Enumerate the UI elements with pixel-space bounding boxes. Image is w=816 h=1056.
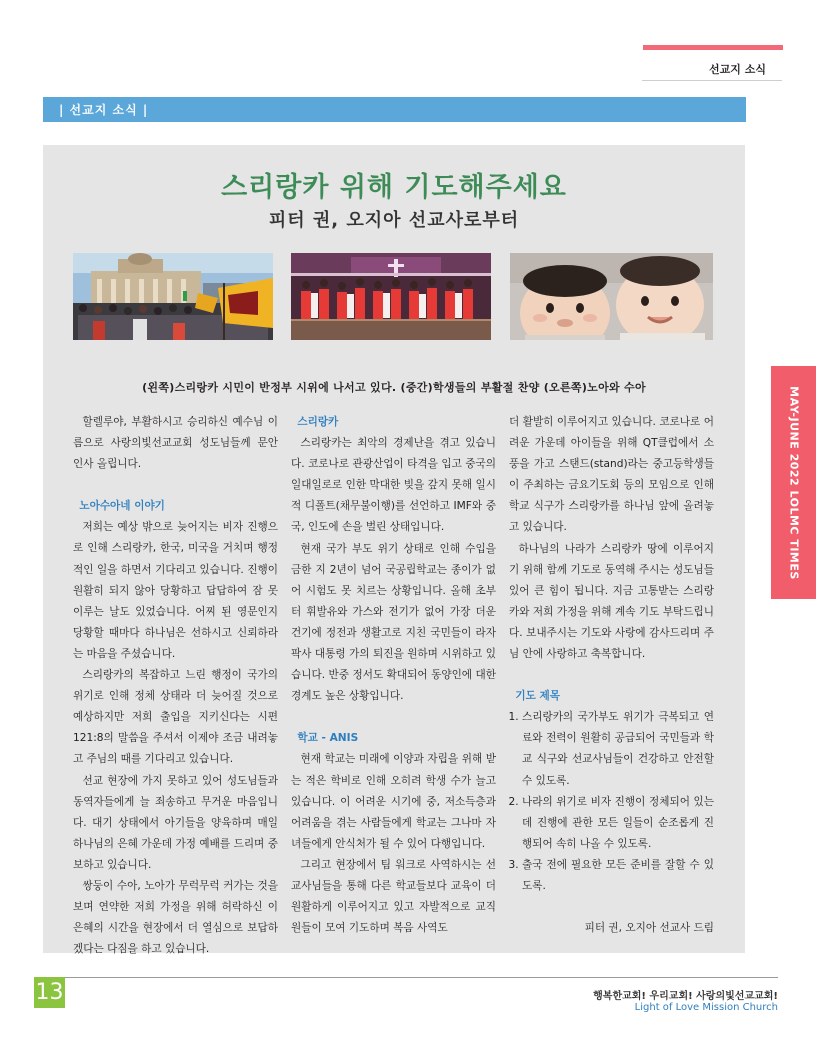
subheading-school: 학교 - ANIS: [297, 732, 359, 745]
photo-easter-praise: [291, 253, 491, 340]
prayer-list: [509, 707, 714, 897]
article-column-3: [509, 412, 714, 939]
footer-slogan: 행복한교회! 우리교회! 사랑의빛선교교회!: [593, 991, 778, 1002]
paragraph: 현재 학교는 미래에 이양과 자립을 위해 받는 적은 학비로 인해 오히려 학생 수가 늘고 있습니다. 이 어려운 시기에 중, 저소득층과 어려움을 겪는 사람들에게 학교는 그나마 자녀들에게 안식처가 될 수 있어 다행입니다.: [291, 753, 496, 850]
header-accent-bar: [643, 45, 783, 50]
photo-twins: [510, 253, 713, 340]
article-title: 스리랑카 위해 기도해주세요: [221, 172, 567, 203]
article-column-1: [73, 412, 278, 960]
header-rule: [642, 80, 782, 81]
paragraph: 스리랑카는 최악의 경제난을 겪고 있습니다. 코로나로 관광산업이 타격을 입고 중국의 일대일로로 인한 막대한 빚을 갚지 못해 일시적 디폴트(채무불이행)를 선언하고 IMF와 중국, 인도에 손을 벌린 상태입니다.: [291, 437, 496, 534]
paragraph: 그리고 현장에서 팀 워크로 사역하시는 선교사님들을 통해 다른 학교들보다 교육이 더 원활하게 이루어지고 있고 자발적으로 교직원들이 모여 기도하며 복음 사역도: [291, 858, 496, 935]
page-number: 13: [34, 977, 65, 1008]
paragraph: 할렐루야, 부활하시고 승리하신 예수님 이름으로 사랑의빛선교교회 성도님들께 문안 인사 올립니다.: [73, 416, 278, 471]
signature: 피터 권, 오지아 선교사 드림: [584, 922, 714, 935]
paragraph: 선교 현장에 가지 못하고 있어 성도님들과 동역자들에게 늘 죄송하고 무거운 마음입니다. 대기 상태에서 아기들을 양육하며 매일 하나님의 은혜 가운데 가정 예배를 드리며 중보하고 있습니다.: [73, 774, 278, 871]
subheading-prayer-requests: 기도 제목: [515, 690, 560, 703]
prayer-item: 3. 출국 전에 필요한 모든 준비를 잘할 수 있도록.: [522, 855, 714, 897]
paragraph: 현재 국가 부도 위기 상태로 인해 수입을 금한 지 2년이 넘어 국공립학교는 종이가 없어 시험도 못 치르는 상황입니다. 올해 초부터 휘발유와 가스와 전기가 없어 가장 더운 건기에 정전과 생활고로 지친 국민들이 라자팍사 대통령 가의 퇴진을 원하며 시위하고 있습니다. 반중 정서도 확대되어 동양인에 대한 경계도 높은 상황입니다.: [291, 542, 496, 703]
section-bar-label: | 선교지 소식 |: [59, 103, 149, 117]
article-subtitle: 피터 권, 오지아 선교사로부터: [268, 210, 520, 231]
photo-caption: (왼쪽)스리랑카 시민이 반정부 시위에 나서고 있다. (중간)학생들의 부활절 찬양 (오른쪽)노아와 수아: [142, 381, 646, 394]
section-bar: [43, 97, 746, 122]
header-section-label: 선교지 소식: [709, 63, 766, 76]
prayer-item: 2. 나라의 위기로 비자 진행이 정체되어 있는데 진행에 관한 모든 일들이 순조롭게 진행되어 속히 나올 수 있도록.: [522, 792, 714, 855]
article-column-2: [291, 412, 496, 939]
footer-rule: [34, 977, 778, 978]
paragraph: 스리랑카의 복잡하고 느린 행정이 국가의 위기로 인해 정체 상태라 더 늦어질 것으로 예상하지만 저희 출입을 지키신다는 시편 121:8의 말씀을 주셔서 이제야 조금 내려놓고 주님의 때를 기다리고 있습니다.: [73, 669, 278, 766]
prayer-item: 1. 스리랑카의 국가부도 위기가 극복되고 연료와 전력이 원활히 공급되어 국민들과 학교 식구와 선교사님들이 건강하고 안전할 수 있도록.: [522, 707, 714, 791]
subheading-noah-sua: 노아수아네 이야기: [79, 500, 165, 513]
footer-church-name: Light of Love Mission Church: [634, 1002, 778, 1013]
subheading-sri-lanka: 스리랑카: [297, 416, 339, 428]
paragraph: 하나님의 나라가 스리랑카 땅에 이루어지기 위해 함께 기도로 동역해 주시는 성도님들 있어 큰 힘이 됩니다. 지금 고통받는 스리랑카와 저희 가정을 위해 계속 기도 부탁드립니다. 보내주시는 기도와 사랑에 감사드리며 주님 안에 사랑하고 축복합니다.: [509, 542, 714, 661]
photo-protest: [73, 253, 273, 340]
paragraph: 더 활발히 이루어지고 있습니다. 코로나로 어려운 가운데 아이들을 위해 QT클럽에서 소풍을 가고 스탠드(stand)라는 중고등학생들이 주최하는 금요기도회 등의 모임으로 인해 학교 식구가 스리랑카를 하나님 앞에 올려놓고 있습니다.: [509, 416, 714, 534]
paragraph: 저희는 예상 밖으로 늦어지는 비자 진행으로 인해 스리랑카, 한국, 미국을 거치며 행정적인 일을 하면서 기다리고 있습니다. 진행이 원활히 되지 않아 당황하고 답답하여 잠 못 이루는 날도 있었습니다. 어찌 된 영문인지 당황할 때마다 하나님은 선하시고 신뢰하라는 마음을 주셨습니다.: [73, 521, 278, 660]
side-tab: [771, 366, 816, 599]
side-tab-label: MAY-JUNE 2022 LOLMC TIMES: [787, 385, 800, 580]
paragraph: 쌍둥이 수아, 노아가 무럭무럭 커가는 것을 보며 연약한 저희 가정을 위해 허락하신 이 은혜의 시간을 현장에서 더 열심으로 보답하겠다는 다짐을 하고 있습니다.: [73, 879, 278, 956]
